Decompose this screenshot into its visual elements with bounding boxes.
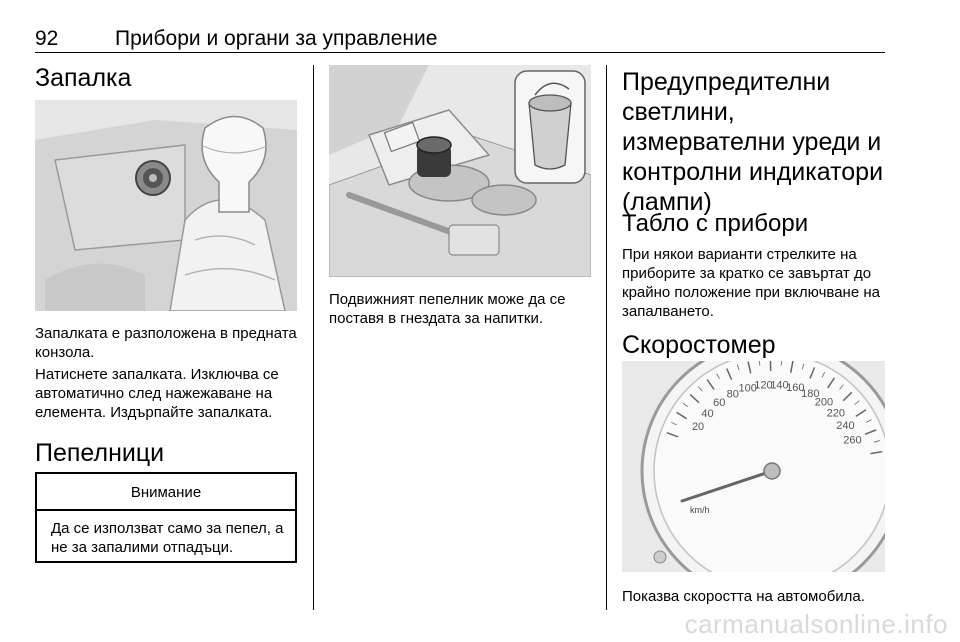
- figure-lighter: [35, 100, 297, 311]
- heading-ashtrays: Пепелници: [35, 439, 165, 467]
- heading-lighter: Запалка: [35, 64, 132, 92]
- speedometer-caption: Показва скоростта на автомобила.: [622, 588, 865, 605]
- heading-instrument-cluster: Табло с прибори: [622, 210, 809, 237]
- cluster-paragraph: При някои варианти стрелките на приборите за кратко се завъртат до крайно положение при включване на запалването.: [622, 246, 880, 320]
- lighter-paragraph-2: Натиснете запалката. Изключва се автоматично след нажежаване на елемента. Издърпайте запалката.: [35, 366, 279, 421]
- speed-label: 200: [814, 396, 834, 409]
- needle-hub: [764, 463, 780, 479]
- speed-label: 60: [713, 397, 726, 410]
- page-number: 92: [35, 27, 59, 50]
- ashtray-caption: Подвижният пепелник може да се поставя в гнездата за напитки.: [329, 291, 566, 327]
- speed-label: 100: [738, 382, 757, 395]
- speed-label: 120: [754, 379, 773, 392]
- column-divider-right: [606, 65, 607, 610]
- speed-label: 180: [801, 387, 820, 400]
- speed-unit-label: km/h: [690, 505, 710, 515]
- ashtray-illustration: [329, 65, 591, 277]
- heading-warning-lights: Предупредителни светлини, измервателни уреди и контролни индикатори (лампи): [622, 68, 884, 216]
- warning-box: [35, 472, 297, 563]
- header-divider: [35, 52, 885, 53]
- speed-label: 260: [843, 434, 862, 447]
- watermark: carmanualsonline.info: [684, 609, 948, 639]
- chapter-title: Прибори и органи за управление: [115, 27, 438, 50]
- speed-label: 80: [726, 388, 739, 401]
- speed-tick: [781, 361, 782, 365]
- warning-title: Внимание: [37, 474, 295, 511]
- warning-text: Да се използват само за пепел, а не за запалими отпадъци.: [51, 520, 284, 556]
- speed-label: 20: [691, 421, 705, 434]
- lighter-illustration: [35, 100, 297, 311]
- figure-ashtray: [329, 65, 591, 277]
- speed-label: 220: [826, 407, 845, 420]
- speed-label: 160: [786, 382, 805, 395]
- lighter-paragraph-1: Запалката е разположена в предната конзола.: [35, 325, 297, 361]
- column-divider-left: [313, 65, 314, 610]
- speed-label: 140: [770, 379, 789, 392]
- figure-speedometer: [622, 361, 885, 572]
- speed-label: 240: [836, 420, 855, 433]
- speedometer-illustration: [622, 361, 885, 572]
- heading-speedometer: Скоростомер: [622, 331, 776, 359]
- speed-label: 40: [701, 408, 714, 421]
- trip-reset-knob: [654, 551, 666, 563]
